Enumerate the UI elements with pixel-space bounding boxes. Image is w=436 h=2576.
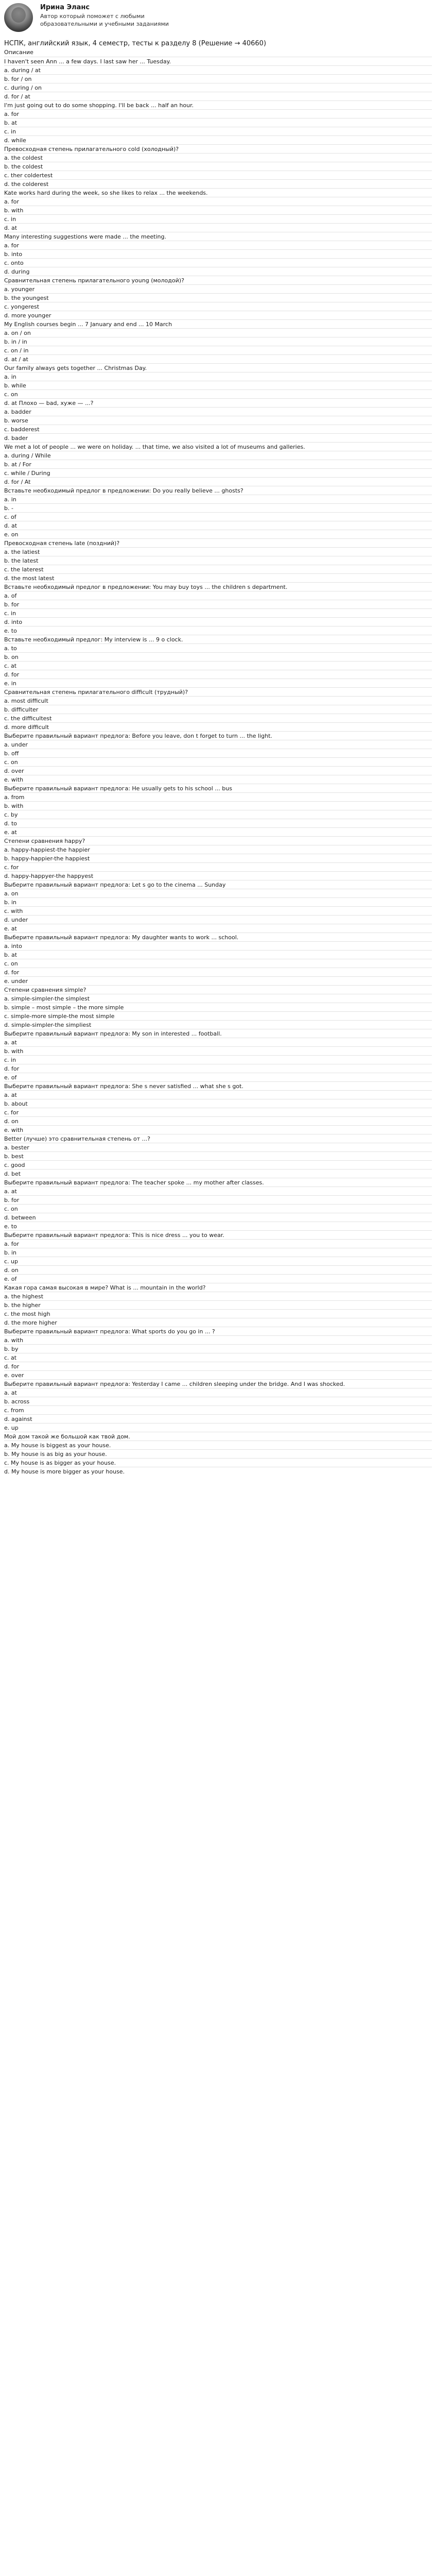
answer-option: a. at bbox=[4, 1187, 432, 1195]
answer-option: d. at bbox=[4, 521, 432, 530]
answer-option: d. bet bbox=[4, 1169, 432, 1178]
answer-option: c. on bbox=[4, 389, 432, 398]
answer-option: d. bader bbox=[4, 433, 432, 442]
answer-option: b. My house is as big as your house. bbox=[4, 1449, 432, 1458]
answer-option: d. against bbox=[4, 1414, 432, 1423]
question-text: Выберите правильный вариант предлога: He usually gets to his school ... bus bbox=[4, 784, 432, 792]
question-text: Выберите правильный вариант предлога: My son in interested ... football. bbox=[4, 1029, 432, 1038]
answer-option: c. with bbox=[4, 906, 432, 915]
answer-option: e. with bbox=[4, 1125, 432, 1134]
answer-option: e. over bbox=[4, 1370, 432, 1379]
answer-option: d. the colderest bbox=[4, 179, 432, 188]
question-text: Kate works hard during the week, so she likes to relax ... the weekends. bbox=[4, 188, 432, 197]
answer-option: c. the laterest bbox=[4, 565, 432, 573]
answer-option: e. of bbox=[4, 1274, 432, 1283]
answer-option: a. for bbox=[4, 241, 432, 249]
question-block bbox=[4, 784, 432, 836]
answer-option: a. the highest bbox=[4, 1292, 432, 1300]
answer-option: e. at bbox=[4, 924, 432, 933]
answer-option: c. in bbox=[4, 608, 432, 617]
answer-option: c. simple-more simple-the most simple bbox=[4, 1011, 432, 1020]
answer-option: b. for / on bbox=[4, 74, 432, 83]
answer-option: c. ther coldertest bbox=[4, 171, 432, 179]
question-text: We met a lot of people ... we were on holiday. ... that time, we also visited a lot of museums and galleries. bbox=[4, 442, 432, 451]
answer-option: c. up bbox=[4, 1257, 432, 1265]
answer-option: b. in bbox=[4, 897, 432, 906]
answer-option: e. to bbox=[4, 1222, 432, 1230]
question-block bbox=[4, 933, 432, 985]
answer-option: d. while bbox=[4, 135, 432, 144]
question-text: Сравнительная степень прилагательного difficult (трудный)? bbox=[4, 687, 432, 696]
question-block bbox=[4, 582, 432, 635]
author-description: Автор который поможет с любыми образовательными и учебными заданиями bbox=[40, 13, 169, 27]
answer-option: e. under bbox=[4, 976, 432, 985]
answer-option: a. from bbox=[4, 792, 432, 801]
answer-option: b. while bbox=[4, 381, 432, 389]
question-block bbox=[4, 407, 432, 442]
question-block bbox=[4, 1283, 432, 1327]
answer-option: a. happy-happiest-the happier bbox=[4, 845, 432, 854]
question-text: Выберите правильный вариант предлога: Before you leave, don t forget to turn ... the light. bbox=[4, 731, 432, 740]
question-block bbox=[4, 1327, 432, 1379]
answer-option: b. - bbox=[4, 503, 432, 512]
answer-option: b. worse bbox=[4, 416, 432, 425]
answer-option: c. from bbox=[4, 1405, 432, 1414]
question-text: Выберите правильный вариант предлога: The teacher spoke ... my mother after classes. bbox=[4, 1178, 432, 1187]
answer-option: e. to bbox=[4, 626, 432, 635]
answer-option: a. at bbox=[4, 1038, 432, 1046]
answer-option: b. difficulter bbox=[4, 705, 432, 714]
answer-option: b. with bbox=[4, 1046, 432, 1055]
question-text: Какая гора самая высокая в мире? What is ... mountain in the world? bbox=[4, 1283, 432, 1292]
question-text: Выберите правильный вариант предлога: My daughter wants to work ... school. bbox=[4, 933, 432, 941]
answer-option: a. simple-simpler-the simplest bbox=[4, 994, 432, 1003]
answer-option: d. for bbox=[4, 1362, 432, 1370]
question-text: Выберите правильный вариант предлога: Let s go to the cinema ... Sunday bbox=[4, 880, 432, 889]
answer-option: a. My house is biggest as your house. bbox=[4, 1440, 432, 1449]
question-block bbox=[4, 1081, 432, 1134]
answer-option: b. about bbox=[4, 1099, 432, 1108]
answer-option: d. on bbox=[4, 1116, 432, 1125]
answer-option: a. for bbox=[4, 109, 432, 118]
question-text: Our family always gets together ... Christmas Day. bbox=[4, 363, 432, 372]
answer-option: b. with bbox=[4, 801, 432, 810]
answer-option: e. on bbox=[4, 530, 432, 538]
question-block bbox=[4, 635, 432, 687]
answer-option: c. by bbox=[4, 810, 432, 819]
question-block bbox=[4, 1230, 432, 1283]
answer-option: b. into bbox=[4, 249, 432, 258]
answer-option: b. at bbox=[4, 118, 432, 127]
description-label: Описание bbox=[4, 49, 33, 56]
question-text: Вставьте необходимый предлог в предложении: Do you really believe ... ghosts? bbox=[4, 486, 432, 495]
answer-option: b. with bbox=[4, 206, 432, 214]
answer-option: d. on bbox=[4, 1265, 432, 1274]
question-text: My English courses begin ... 7 January and end ... 10 March bbox=[4, 319, 432, 328]
answer-option: b. in / in bbox=[4, 337, 432, 346]
question-text: Вставьте необходимый предлог в предложении: You may buy toys ... the children s department. bbox=[4, 582, 432, 591]
question-block bbox=[4, 276, 432, 319]
answer-option: c. for bbox=[4, 1108, 432, 1116]
question-block bbox=[4, 1379, 432, 1432]
question-text: Выберите правильный вариант предлога: This is nice dress ... you to wear. bbox=[4, 1230, 432, 1239]
question-block bbox=[4, 486, 432, 538]
answer-option: a. into bbox=[4, 941, 432, 950]
answer-option: a. of bbox=[4, 591, 432, 600]
answer-option: a. the latiest bbox=[4, 547, 432, 556]
answer-option: b. off bbox=[4, 749, 432, 757]
answer-option: d. simple-simpler-the simpliest bbox=[4, 1020, 432, 1029]
question-text: Превосходная степень прилагательного cold (холодный)? bbox=[4, 144, 432, 153]
question-block bbox=[4, 836, 432, 880]
answer-option: d. for bbox=[4, 1064, 432, 1073]
question-block bbox=[4, 985, 432, 1029]
answer-option: a. for bbox=[4, 197, 432, 206]
question-block bbox=[4, 1178, 432, 1230]
author-avatar[interactable] bbox=[4, 3, 33, 32]
answer-option: a. on bbox=[4, 889, 432, 897]
answer-option: c. during / on bbox=[4, 83, 432, 92]
question-block bbox=[4, 442, 432, 486]
question-block bbox=[4, 538, 432, 582]
answer-option: e. in bbox=[4, 679, 432, 687]
question-text: Many interesting suggestions were made ... the meeting. bbox=[4, 232, 432, 241]
author-info bbox=[40, 3, 179, 28]
answer-option: c. on bbox=[4, 959, 432, 968]
answer-option: d. for / at bbox=[4, 92, 432, 100]
question-text: Better (лучше) это сравнительная степень от ...? bbox=[4, 1134, 432, 1143]
answer-option: b. for bbox=[4, 1195, 432, 1204]
question-block bbox=[4, 188, 432, 232]
answer-option: a. during / at bbox=[4, 65, 432, 74]
answer-option: c. for bbox=[4, 862, 432, 871]
answer-option: c. while / During bbox=[4, 468, 432, 477]
answer-option: b. on bbox=[4, 652, 432, 661]
answer-option: c. at bbox=[4, 661, 432, 670]
answer-option: c. onto bbox=[4, 258, 432, 267]
question-block bbox=[4, 880, 432, 933]
answer-option: d. to bbox=[4, 819, 432, 827]
answer-option: b. the latest bbox=[4, 556, 432, 565]
question-text: Выберите правильный вариант предлога: She s never satisfied ... what she s got. bbox=[4, 1081, 432, 1090]
answer-option: c. on bbox=[4, 757, 432, 766]
answer-option: c. on / in bbox=[4, 346, 432, 354]
question-text: Мой дом такой же большой как твой дом. bbox=[4, 1432, 432, 1440]
answer-option: d. between bbox=[4, 1213, 432, 1222]
question-text: Превосходная степень late (поздний)? bbox=[4, 538, 432, 547]
page-title: НСПК, английский язык, 4 семестр, тесты к разделу 8 (Решение → 40660) bbox=[4, 40, 267, 47]
question-text: Степени сравнения simple? bbox=[4, 985, 432, 994]
answer-option: c. the difficultest bbox=[4, 714, 432, 722]
question-block bbox=[4, 687, 432, 731]
question-block bbox=[4, 144, 432, 188]
answer-option: d. more younger bbox=[4, 311, 432, 319]
question-block bbox=[4, 363, 432, 407]
answer-option: a. with bbox=[4, 1335, 432, 1344]
answer-option: d. over bbox=[4, 766, 432, 775]
answer-option: c. of bbox=[4, 512, 432, 521]
author-name[interactable]: Ирина Эланс bbox=[40, 4, 90, 11]
author-header bbox=[4, 3, 432, 36]
answer-option: d. the more higher bbox=[4, 1318, 432, 1327]
question-block bbox=[4, 232, 432, 276]
answer-option: d. for bbox=[4, 670, 432, 679]
answer-option: d. My house is more bigger as your house. bbox=[4, 1467, 432, 1476]
answer-option: b. happy-happier-the happiest bbox=[4, 854, 432, 862]
question-text: Выберите правильный вариант предлога: Yesterday I came ... children sleeping under the bridge. And I was shocked. bbox=[4, 1379, 432, 1388]
question-text: Степени сравнения happy? bbox=[4, 836, 432, 845]
answer-option: b. at bbox=[4, 950, 432, 959]
answer-option: a. for bbox=[4, 1239, 432, 1248]
answer-option: c. My house is as bigger as your house. bbox=[4, 1458, 432, 1467]
question-text: I'm just going out to do some shopping. I'll be back ... half an hour. bbox=[4, 100, 432, 109]
answer-option: c. yongerest bbox=[4, 302, 432, 311]
answer-option: e. with bbox=[4, 775, 432, 784]
answer-option: a. during / While bbox=[4, 451, 432, 460]
answer-option: d. at / at bbox=[4, 354, 432, 363]
answer-option: d. for / At bbox=[4, 477, 432, 486]
question-block bbox=[4, 1029, 432, 1081]
answer-option: d. into bbox=[4, 617, 432, 626]
answer-option: d. at bbox=[4, 223, 432, 232]
answer-option: b. at / For bbox=[4, 460, 432, 468]
answer-option: d. the most latest bbox=[4, 573, 432, 582]
answer-option: c. good bbox=[4, 1160, 432, 1169]
answer-option: a. at bbox=[4, 1090, 432, 1099]
answer-option: e. up bbox=[4, 1423, 432, 1432]
question-block bbox=[4, 731, 432, 784]
answer-option: d. under bbox=[4, 915, 432, 924]
answer-option: d. happy-happyer-the happyest bbox=[4, 871, 432, 880]
answer-option: a. the coldest bbox=[4, 153, 432, 162]
answer-option: c. at bbox=[4, 1353, 432, 1362]
question-block bbox=[4, 57, 432, 100]
answer-option: a. in bbox=[4, 495, 432, 503]
answer-option: d. more difficult bbox=[4, 722, 432, 731]
answer-option: c. in bbox=[4, 1055, 432, 1064]
answer-option: d. during bbox=[4, 267, 432, 276]
answer-option: a. younger bbox=[4, 284, 432, 293]
question-block bbox=[4, 100, 432, 144]
answer-option: e. at bbox=[4, 827, 432, 836]
question-text: Выберите правильный вариант предлога: What sports do you go in ... ? bbox=[4, 1327, 432, 1335]
answer-option: d. for bbox=[4, 968, 432, 976]
answer-option: a. in bbox=[4, 372, 432, 381]
answer-option: b. in bbox=[4, 1248, 432, 1257]
answer-option: a. to bbox=[4, 643, 432, 652]
answer-option: a. bester bbox=[4, 1143, 432, 1151]
question-block bbox=[4, 1134, 432, 1178]
question-text: Сравнительная степень прилагательного young (молодой)? bbox=[4, 276, 432, 284]
answer-option: e. of bbox=[4, 1073, 432, 1081]
answer-option: d. at Плохо — bad, хуже — ...? bbox=[4, 398, 432, 407]
answer-option: b. the coldest bbox=[4, 162, 432, 171]
question-text: I haven't seen Ann ... a few days. I last saw her ... Tuesday. bbox=[4, 57, 432, 65]
answer-option: a. under bbox=[4, 740, 432, 749]
answer-option: b. by bbox=[4, 1344, 432, 1353]
answer-option: c. on bbox=[4, 1204, 432, 1213]
answer-option: c. the most high bbox=[4, 1309, 432, 1318]
question-text: Вставьте необходимый предлог: My interview is ... 9 o clock. bbox=[4, 635, 432, 643]
answer-option: b. simple – most simple – the more simple bbox=[4, 1003, 432, 1011]
answer-option: c. in bbox=[4, 127, 432, 135]
answer-option: a. badder bbox=[4, 407, 432, 416]
question-block bbox=[4, 1432, 432, 1476]
answer-option: b. for bbox=[4, 600, 432, 608]
answer-option: a. on / on bbox=[4, 328, 432, 337]
question-list bbox=[4, 57, 432, 1476]
answer-option: a. most difficult bbox=[4, 696, 432, 705]
answer-option: b. the higher bbox=[4, 1300, 432, 1309]
answer-option: b. best bbox=[4, 1151, 432, 1160]
answer-option: c. in bbox=[4, 214, 432, 223]
question-block bbox=[4, 319, 432, 363]
answer-option: b. the youngest bbox=[4, 293, 432, 302]
answer-option: c. badderest bbox=[4, 425, 432, 433]
answer-option: b. across bbox=[4, 1397, 432, 1405]
answer-option: a. at bbox=[4, 1388, 432, 1397]
